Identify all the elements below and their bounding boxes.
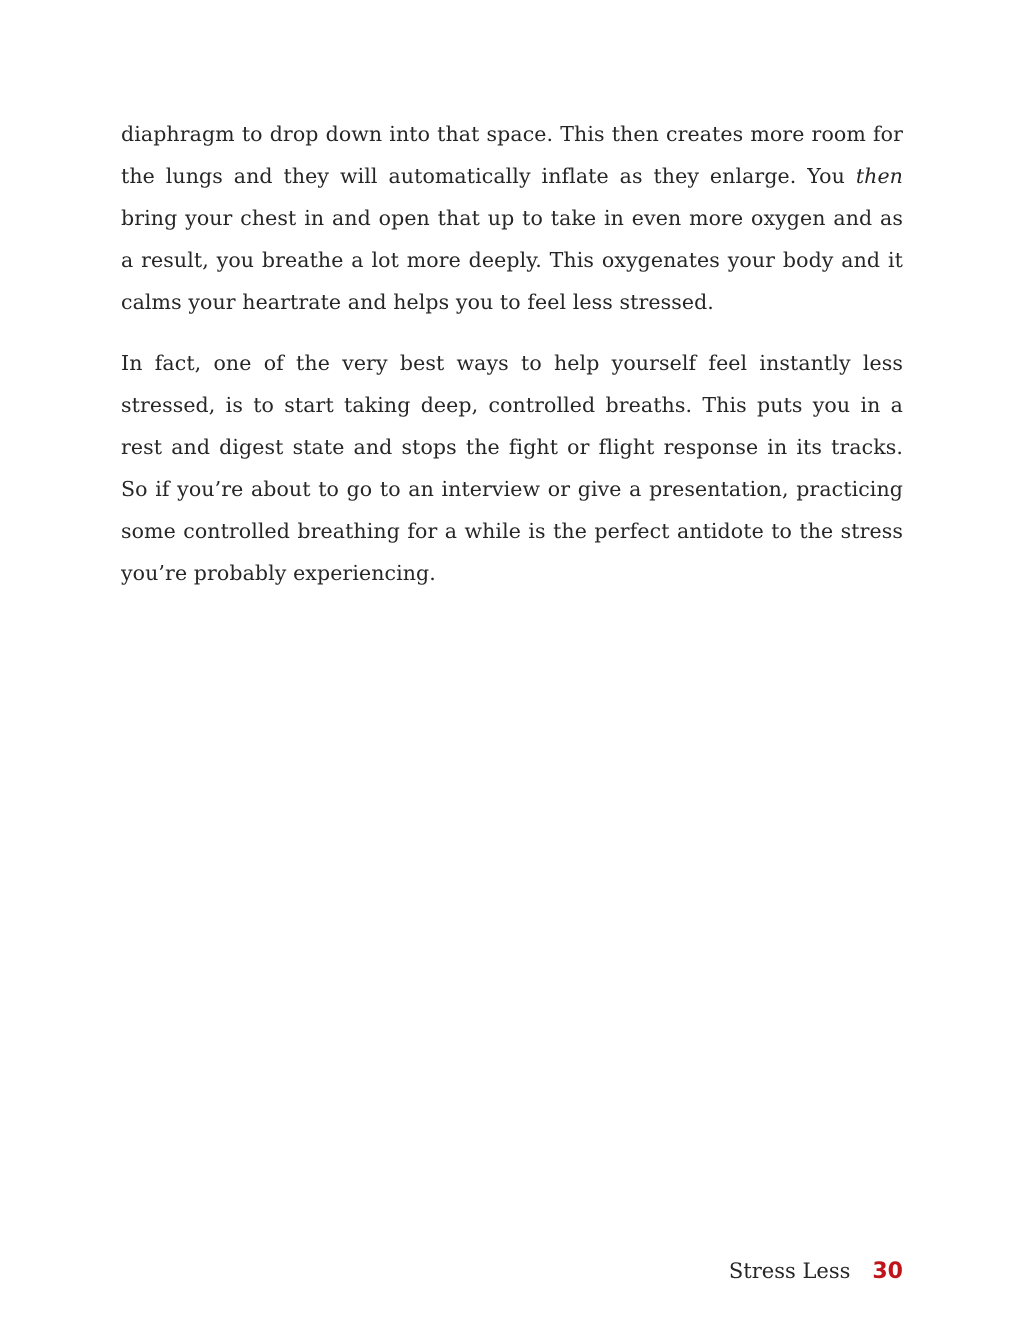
footer-book-title: Stress Less xyxy=(728,1259,851,1283)
paragraph-1-emphasis: then xyxy=(855,164,903,188)
body-text xyxy=(121,113,903,613)
paragraph-1-text-2: bring your chest in and open that up to take in even more oxygen and as a result, you breathe a lot more deeply. This oxygenates your body and it calms your heartrate and helps you to feel less stressed. xyxy=(121,206,903,314)
page-number: 30 xyxy=(872,1258,903,1284)
paragraph-1 xyxy=(121,113,903,323)
paragraph-2 xyxy=(121,342,903,594)
page-footer xyxy=(729,1253,903,1289)
paragraph-1-text-1: diaphragm to drop down into that space. This then creates more room for the lungs and they will automatically inflate as they enlarge. You xyxy=(121,122,903,188)
paragraph-2-text: In fact, one of the very best ways to help yourself feel instantly less stressed, is to start taking deep, controlled breaths. This puts you in a rest and digest state and stops the fight or flight response in its tracks. So if you’re about to go to an interview or give a presentation, practicing some controlled breathing for a while is the perfect antidote to the stress you’re probably experiencing. xyxy=(121,351,903,585)
